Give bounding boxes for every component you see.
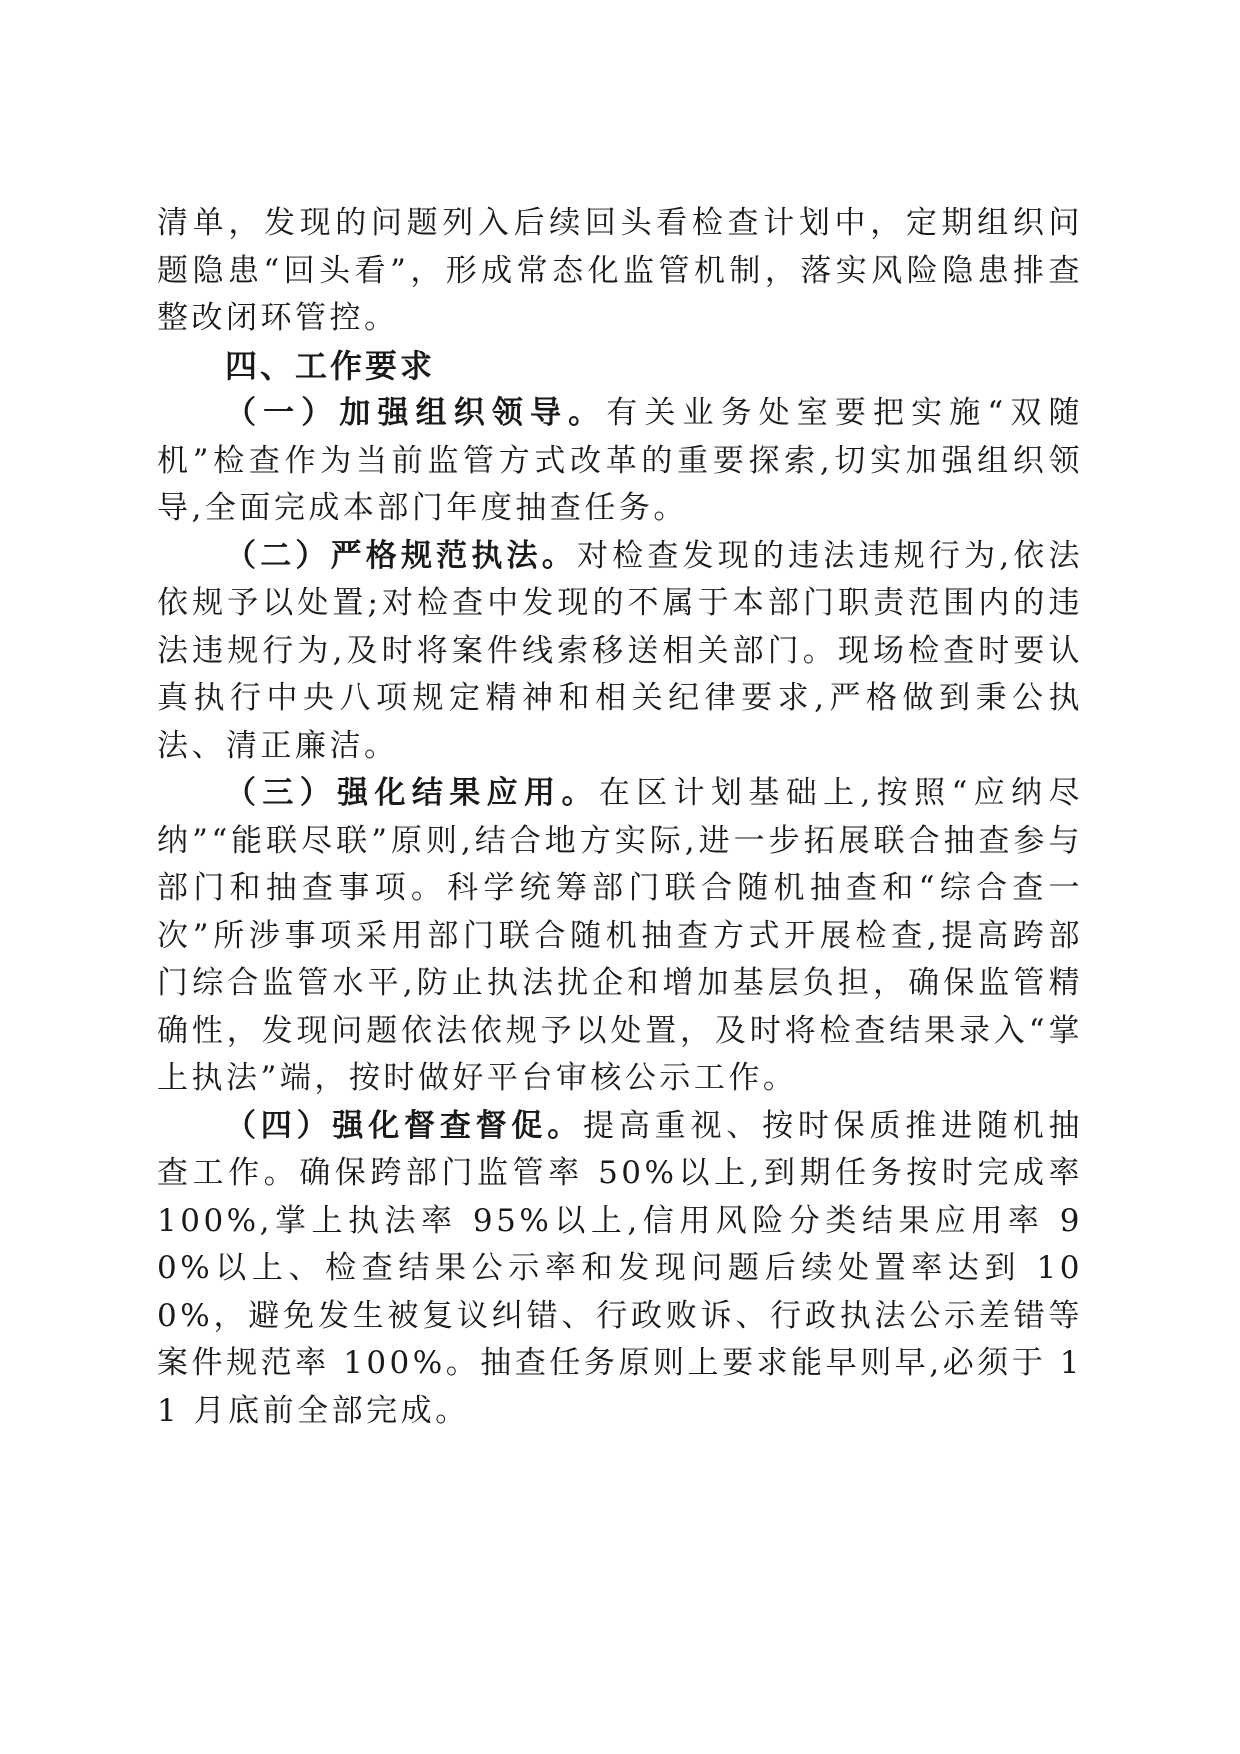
requirement-item-1 bbox=[157, 390, 1083, 533]
requirement-item-4-body: 提高重视、按时保质推进随机抽查工作。确保跨部门监管率 50%以上,到期任务按时完成率 100%,掌上执法率 95%以上,信用风险分类结果应用率 90%以上、检查结果公示率和发现问题后续处置率达到 100%，避免发生被复议纠错、行政败诉、行政执法公示差错等案件规范率 100%。抽查任务原则上要求能早则早,必须于 11 月底前全部完成。 bbox=[157, 1107, 1084, 1429]
requirement-item-3-body: 在区计划基础上,按照“应纳尽纳”“能联尽联”原则,结合地方实际,进一步拓展联合抽查参与部门和抽查事项。科学统筹部门联合随机抽查和“综合查一次”所涉事项采用部门联合随机抽查方式开展检查,提高跨部门综合监管水平,防止执法扰企和增加基层负担，确保监管精确性，发现问题依法依规予以处置，及时将检查结果录入“掌上执法”端，按时做好平台审核公示工作。 bbox=[157, 775, 1084, 1096]
section-heading: 四、工作要求 bbox=[225, 346, 436, 385]
requirement-item-2 bbox=[157, 533, 1083, 771]
requirement-item-4-title: （四）强化督查督促。 bbox=[225, 1107, 584, 1144]
requirement-item-1-body: 有关业务处室要把实施“双随机”检查作为当前监管方式改革的重要探索,切实加强组织领导,全面完成本部门年度抽查任务。 bbox=[157, 395, 1083, 526]
document-page bbox=[157, 200, 1083, 1435]
continuation-paragraph: 清单，发现的问题列入后续回头看检查计划中，定期组织问题隐患“回头看”，形成常态化监管机制，落实风险隐患排查整改闭环管控。 bbox=[157, 205, 1083, 336]
requirement-item-2-title: （二）严格规范执法。 bbox=[225, 537, 577, 574]
requirement-item-3-title: （三）强化结果应用。 bbox=[225, 775, 599, 811]
requirement-item-1-title: （一）加强组织领导。 bbox=[225, 395, 607, 431]
requirement-item-2-body: 对检查发现的违法违规行为,依法依规予以处置;对检查中发现的不属于本部门职责范围内的违法违规行为,及时将案件线索移送相关部门。现场检查时要认真执行中央八项规定精神和相关纪律要求,严格做到秉公执法、清正廉洁。 bbox=[157, 537, 1083, 764]
requirement-item-4 bbox=[157, 1103, 1083, 1436]
requirement-item-3 bbox=[157, 770, 1083, 1103]
